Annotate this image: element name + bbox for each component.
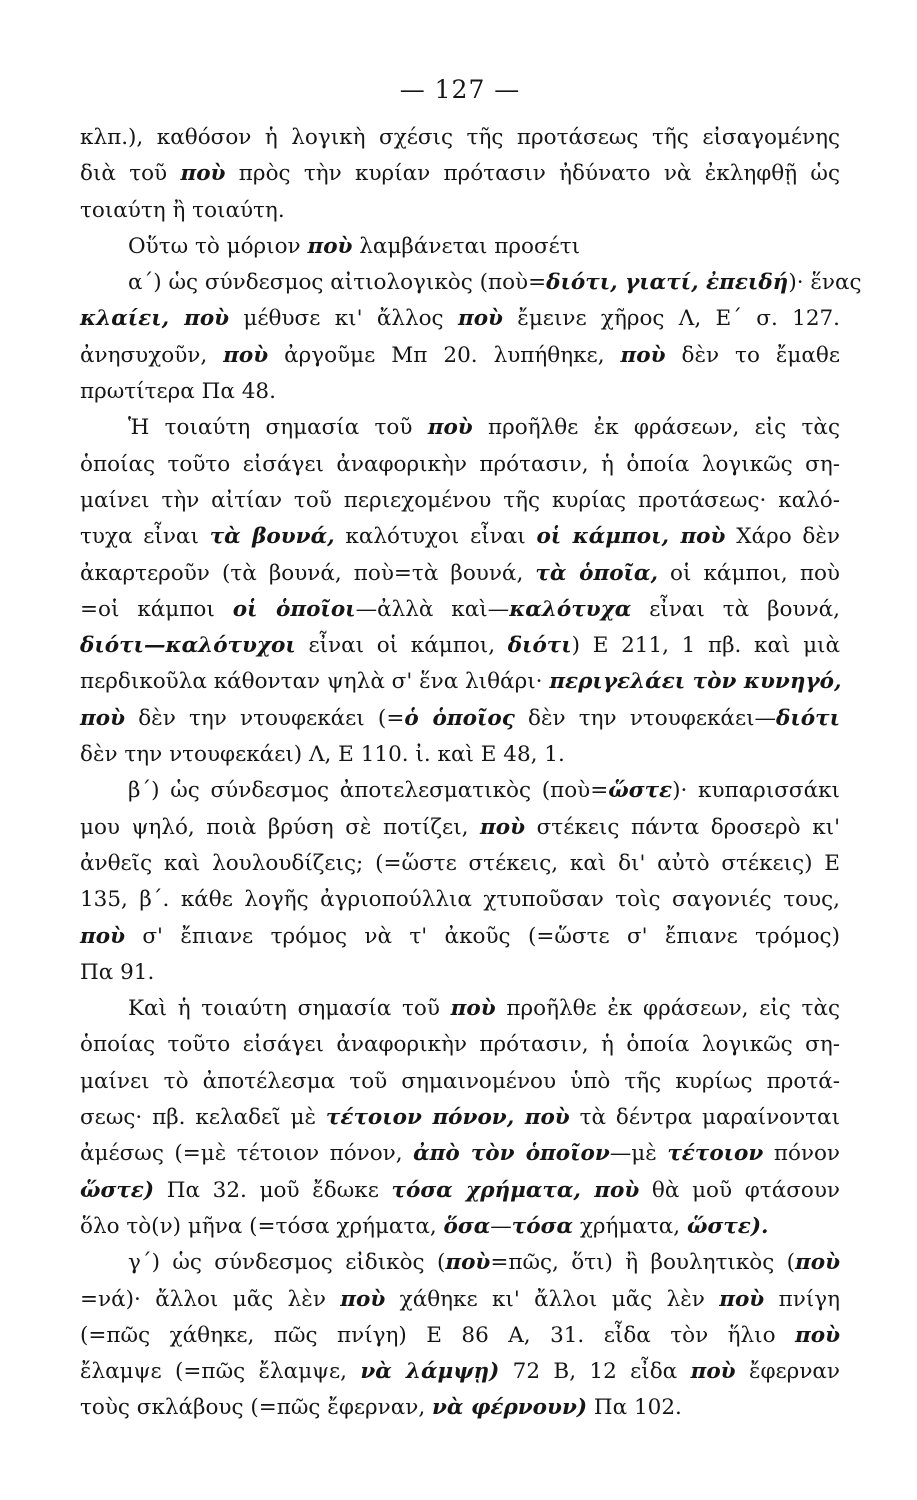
- emphasized-text: οἱ κάμποι, ποὺ: [536, 524, 726, 550]
- emphasized-text: ποὺ: [80, 923, 125, 949]
- text-run: α΄) ὡς σύνδεσμος αἰτιολογικὸς (ποὺ=: [128, 270, 547, 296]
- text-line: [80, 1245, 840, 1281]
- text-run: μου ψηλό, ποιὰ βρύση σὲ ποτίζει,: [80, 814, 481, 840]
- page-number: — 127 —: [399, 75, 521, 104]
- text-run: ἀργοῦμε Μπ 20. λυπήθηκε,: [268, 342, 621, 368]
- paragraph: [80, 991, 840, 1245]
- emphasized-text: διότι—καλότυχοι: [80, 633, 296, 659]
- text-run: εἶναι τὰ βουνά,: [631, 596, 840, 622]
- emphasized-text: τέτοιον πόνον, ποὺ: [325, 1105, 570, 1131]
- body-text: [80, 120, 862, 1427]
- emphasized-text: ποὺ: [795, 1250, 841, 1276]
- text-line: [80, 991, 840, 1027]
- text-run: ὁποίας τοῦτο εἰσάγει ἀναφορικὴν πρότασιν, ἡ ὁποία λογικῶς ση-: [80, 1032, 840, 1058]
- text-line: [80, 1173, 840, 1209]
- text-line: [80, 556, 840, 592]
- text-run: 135, β΄. κάθε λογῆς ἀγριοπούλλια χτυποῦσαν τοὶς σαγονιές τους,: [80, 887, 840, 913]
- text-run: Πα 91.: [80, 959, 155, 985]
- text-line: [80, 701, 840, 737]
- text-line: [80, 193, 840, 229]
- emphasized-text: κλαίει, ποὺ: [80, 306, 230, 332]
- emphasized-text: ὁ ὁποῖος: [404, 705, 515, 731]
- text-run: ἀνθεῖς καὶ λουλουδίζεις; (=ὥστε στέκεις, καὶ δι' αὐτὸ στέκεις) Ε: [80, 850, 840, 876]
- text-run: δὲν την ντουφεκάει—: [514, 705, 777, 731]
- text-run: τοὺς σκλάβους (=πῶς ἔφερναν,: [80, 1395, 432, 1421]
- text-run: πρὸς τὴν κυρίαν πρότασιν ἠδύνατο νὰ ἐκληφθῇ ὡς: [225, 161, 840, 187]
- text-run: —ἀλλὰ καὶ—: [355, 596, 510, 622]
- text-line: [80, 1136, 840, 1172]
- text-run: ὁποίας τοῦτο εἰσάγει ἀναφορικὴν πρότασιν, ἡ ὁποία λογικῶς ση-: [80, 451, 840, 477]
- emphasized-text: ποὺ: [340, 1286, 386, 1312]
- emphasized-text: ποὺ: [80, 705, 125, 731]
- emphasized-text: ποὺ: [480, 814, 526, 840]
- emphasized-text: διότι: [507, 633, 572, 659]
- text-run: —: [490, 1213, 512, 1239]
- emphasized-text: ποὺ: [427, 415, 473, 441]
- emphasized-text: τόσα: [511, 1213, 574, 1239]
- text-run: πρωτίτερα Πα 48.: [80, 379, 276, 405]
- emphasized-text: οἱ ὁποῖοι: [232, 596, 356, 622]
- emphasized-text: ὥστε): [80, 1177, 155, 1203]
- emphasized-text: καλότυχα: [509, 596, 632, 622]
- text-run: =οἱ κάμποι: [80, 596, 233, 622]
- text-run: πόνον: [763, 1141, 840, 1167]
- text-line: [80, 1282, 840, 1318]
- text-run: Οὕτω τὸ μόριον: [128, 233, 308, 259]
- text-run: μαίνει τὸ ἀποτέλεσμα τοῦ σημαινομένου ὑπὸ τῆς κυρίως προτά-: [80, 1068, 840, 1094]
- text-run: )· κυπαρισσάκι: [672, 778, 840, 804]
- text-line: [80, 664, 840, 700]
- text-run: διὰ τοῦ: [80, 161, 181, 187]
- paragraph: [80, 1245, 840, 1426]
- text-run: =πῶς, ὅτι) ἢ βουλητικὸς (: [490, 1250, 796, 1276]
- text-run: Χάρο δὲν: [725, 524, 840, 550]
- text-line: [80, 592, 840, 628]
- text-run: δὲν την ντουφεκάει) Λ, Ε 110. ἰ. καὶ Ε 48, 1.: [80, 742, 565, 768]
- text-run: τοιαύτη ἢ τοιαύτη.: [80, 197, 285, 223]
- text-line: [80, 1390, 840, 1426]
- text-line: [80, 1318, 840, 1354]
- paragraph: [80, 229, 840, 265]
- text-run: ἀμέσως (=μὲ τέτοιον πόνον,: [80, 1141, 414, 1167]
- text-run: =νά)· ἄλλοι μᾶς λὲν: [80, 1286, 341, 1312]
- emphasized-text: ὥστε).: [686, 1213, 769, 1239]
- text-line: [80, 301, 840, 337]
- emphasized-text: τόσα χρήματα, ποὺ: [391, 1177, 640, 1203]
- text-line: [80, 1354, 840, 1390]
- text-line: [80, 628, 840, 664]
- page: [80, 70, 862, 1480]
- emphasized-text: διότι, γιατί, ἐπειδή: [546, 270, 789, 296]
- text-run: στέκεις πάντα δροσερὸ κι': [525, 814, 840, 840]
- text-run: 72 Β, 12 εἶδα: [499, 1359, 691, 1385]
- text-run: ἀκαρτεροῦν (τὰ βουνά, ποὺ=τὰ βουνά,: [80, 560, 536, 586]
- text-line: [80, 810, 840, 846]
- text-line: [80, 737, 840, 773]
- text-line: [80, 882, 840, 918]
- text-run: ἀνησυχοῦν,: [80, 342, 224, 368]
- text-run: δὲν το ἔμαθε: [665, 342, 840, 368]
- text-run: χάθηκε κι' ἄλλοι μᾶς λὲν: [385, 1286, 720, 1312]
- text-run: β΄) ὡς σύνδεσμος ἀποτελεσματικὸς (ποὺ=: [128, 778, 609, 804]
- emphasized-text: ποὺ: [445, 1250, 491, 1276]
- text-run: (=πῶς χάθηκε, πῶς πνίγη) Ε 86 Α, 31. εἶδα τὸν ἥλιο: [80, 1322, 795, 1348]
- text-line: [80, 156, 840, 192]
- emphasized-text: ποὺ: [457, 306, 503, 332]
- text-line: [80, 919, 840, 955]
- text-line: [80, 1209, 840, 1245]
- text-run: δὲν την ντουφεκάει (=: [125, 705, 405, 731]
- emphasized-text: ποὺ: [620, 342, 666, 368]
- text-run: προῆλθε ἐκ φράσεων, εἰς τὰς: [495, 996, 841, 1022]
- text-run: θὰ μοῦ φτάσουν: [639, 1177, 840, 1203]
- text-run: Πα 32. μοῦ ἔδωκε: [154, 1177, 392, 1203]
- text-run: σ' ἔπιανε τρόμος νὰ τ' ἀκοῦς (=ὥστε σ' ἔπιανε τρόμος): [125, 923, 840, 949]
- emphasized-text: ὥστε: [608, 778, 673, 804]
- text-run: Καὶ ἡ τοιαύτη σημασία τοῦ: [128, 996, 451, 1022]
- text-line: [80, 1064, 840, 1100]
- text-run: ἔφερναν: [735, 1359, 840, 1385]
- paragraph: [80, 120, 840, 229]
- text-run: —μὲ: [609, 1141, 668, 1167]
- text-run: ἔμεινε χῆρος Λ, Ε΄ σ. 127.: [502, 306, 841, 332]
- emphasized-text: τὰ βουνά,: [209, 524, 335, 550]
- text-line: [80, 447, 840, 483]
- emphasized-text: ποὺ: [307, 233, 353, 259]
- paragraph: [80, 773, 840, 991]
- text-run: τυχα εἶναι: [80, 524, 210, 550]
- text-run: ὅλο τὸ(ν) μῆνα (=τόσα χρήματα,: [80, 1213, 444, 1239]
- emphasized-text: τὰ ὁποῖα,: [535, 560, 658, 586]
- emphasized-text: ποὺ: [450, 996, 496, 1022]
- emphasized-text: ὅσα: [443, 1213, 491, 1239]
- emphasized-text: ποὺ: [719, 1286, 765, 1312]
- text-line: [80, 773, 840, 809]
- text-run: λαμβάνεται προσέτι: [352, 233, 581, 259]
- emphasized-text: νὰ φέρνουν): [432, 1395, 588, 1421]
- text-line: [80, 374, 840, 410]
- text-run: ἔλαμψε (=πῶς ἔλαμψε,: [80, 1359, 361, 1385]
- text-run: μαίνει τὴν αἰτίαν τοῦ περιεχομένου τῆς κυρίας προτάσεως· καλό-: [80, 487, 840, 513]
- emphasized-text: ποὺ: [223, 342, 269, 368]
- text-line: [80, 229, 840, 265]
- text-run: κλπ.), καθόσον ἡ λογικὴ σχέσις τῆς προτάσεως τῆς εἰσαγομένης: [80, 125, 840, 150]
- text-run: Ἡ τοιαύτη σημασία τοῦ: [128, 415, 428, 441]
- text-run: τὰ δέντρα μαραίνονται: [569, 1105, 840, 1131]
- text-line: [80, 120, 840, 156]
- text-run: εἶναι οἱ κάμποι,: [295, 633, 508, 659]
- emphasized-text: περιγελάει τὸν κυνηγό,: [549, 669, 842, 695]
- text-run: καλότυχοι εἶναι: [334, 524, 537, 550]
- text-line: [80, 338, 840, 374]
- emphasized-text: ἀπὸ τὸν ὁποῖον: [413, 1141, 610, 1167]
- text-run: προῆλθε ἐκ φράσεων, εἰς τὰς: [472, 415, 840, 441]
- text-run: οἱ κάμποι, ποὺ: [657, 560, 840, 586]
- text-line: [80, 265, 862, 301]
- emphasized-text: τέτοιον: [667, 1141, 764, 1167]
- paragraph: [80, 410, 840, 773]
- text-run: γ΄) ὡς σύνδεσμος εἰδικὸς (: [128, 1250, 446, 1276]
- emphasized-text: ποὺ: [795, 1322, 840, 1348]
- text-run: χρήματα,: [573, 1213, 687, 1239]
- text-run: ) Ε 211, 1 πβ. καὶ μιὰ: [571, 633, 840, 659]
- emphasized-text: διότι: [776, 705, 840, 731]
- emphasized-text: ποὺ: [690, 1359, 736, 1385]
- paragraph: [80, 265, 862, 410]
- text-line: [80, 483, 840, 519]
- text-run: μέθυσε κι' ἄλλος: [229, 306, 458, 332]
- text-line: [80, 1100, 840, 1136]
- emphasized-text: ποὺ: [180, 161, 226, 187]
- text-run: πνίγη: [764, 1286, 840, 1312]
- text-line: [80, 1027, 840, 1063]
- text-run: )· ἕνας: [788, 270, 862, 296]
- text-run: σεως· πβ. κελαδεῖ μὲ: [80, 1105, 326, 1131]
- text-run: Πα 102.: [587, 1395, 682, 1421]
- text-run: περδικοῦλα κάθονταν ψηλὰ σ' ἕνα λιθάρι·: [80, 669, 550, 695]
- text-line: [80, 846, 840, 882]
- text-line: [80, 410, 840, 446]
- text-line: [80, 519, 840, 555]
- emphasized-text: νὰ λάμψῃ): [360, 1359, 500, 1385]
- text-line: [80, 955, 840, 991]
